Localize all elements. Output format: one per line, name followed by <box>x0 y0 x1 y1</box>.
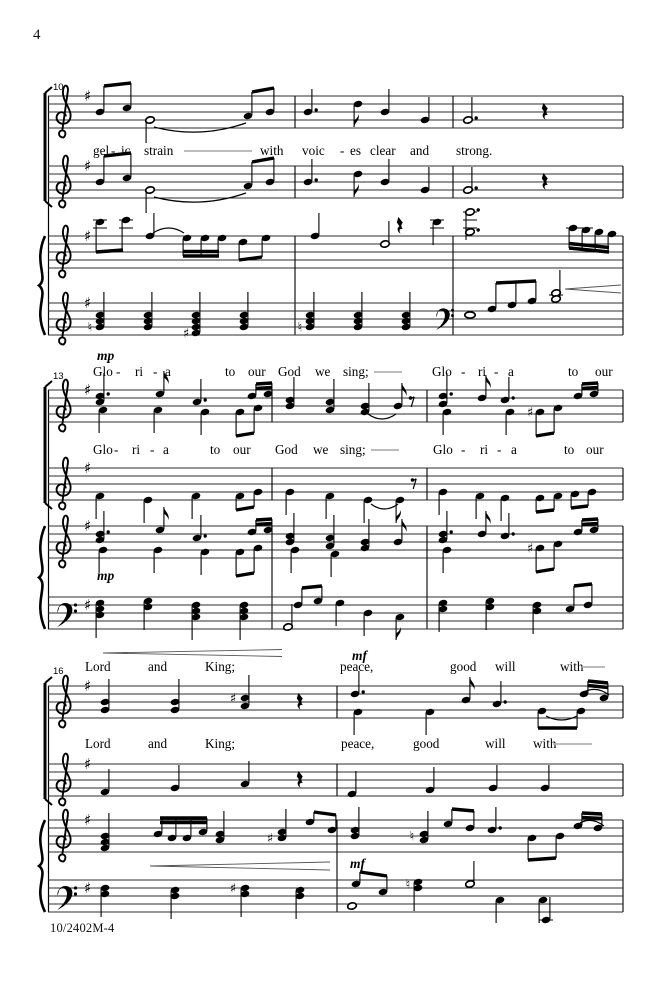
measure-number: 13 <box>53 371 64 382</box>
note-beam <box>236 433 254 436</box>
augmentation-dot <box>204 534 207 537</box>
note-beam <box>582 813 602 814</box>
lyric-syllable: ri <box>135 364 144 379</box>
clef-path <box>57 810 71 862</box>
note-flag <box>164 507 169 520</box>
lyric-syllable: - <box>461 442 466 457</box>
lyric-syllable: to <box>568 364 579 379</box>
lyric-syllable: a <box>511 442 517 457</box>
note-beam <box>314 812 336 815</box>
lyric-syllable: our <box>233 442 251 457</box>
clef-path <box>57 754 71 806</box>
note-flag <box>396 510 401 523</box>
key-signature-sharp: ♯ <box>84 677 92 695</box>
bass-clef-dot <box>451 309 454 312</box>
augmentation-dot <box>499 826 502 829</box>
lyric-syllable: Glo <box>93 442 113 457</box>
flag-path <box>354 184 359 197</box>
key-signature-sharp: ♯ <box>84 811 92 829</box>
note-beam <box>256 383 272 384</box>
accidental: ♮ <box>409 829 415 845</box>
note-beam <box>536 433 554 436</box>
bass-clef-dot <box>74 892 77 895</box>
augmentation-dot <box>475 186 478 189</box>
lyric-syllable: our <box>595 364 613 379</box>
lyric-syllable: es <box>350 143 361 158</box>
key-signature-sharp: ♯ <box>84 755 92 773</box>
lyric-syllable: ri <box>478 364 487 379</box>
lyric-syllable: good <box>450 659 477 674</box>
hairpin-crescendo <box>565 289 621 293</box>
lyric-syllable: gel <box>93 143 110 158</box>
lyric-syllable: God <box>278 364 301 379</box>
lyric-syllable: sing; <box>340 442 366 457</box>
measure-number: 10 <box>53 82 64 93</box>
accidental: ♯ <box>182 326 190 342</box>
clef-path <box>57 516 71 568</box>
dynamic-marking: mf <box>350 856 365 871</box>
lyric-syllable: ri <box>480 442 489 457</box>
note-beam <box>252 88 274 92</box>
accidental: ♮ <box>297 320 303 336</box>
lyric-syllable: a <box>165 364 171 379</box>
note-beam <box>252 158 274 162</box>
choir-bracket <box>44 387 47 503</box>
lyric-syllable: clear <box>370 143 396 158</box>
note-beam <box>256 524 272 525</box>
choir-bracket <box>45 677 52 683</box>
lyric-syllable: God <box>275 442 298 457</box>
catalog-number: 10/2402M-4 <box>50 921 115 935</box>
augmentation-dot <box>512 532 515 535</box>
augmentation-dot <box>450 530 453 533</box>
key-signature-sharp: ♯ <box>84 517 92 535</box>
accidental: ♮ <box>87 320 93 336</box>
augmentation-dot <box>504 700 507 703</box>
hairpin-crescendo <box>565 285 621 289</box>
bass-clef-dot <box>74 886 77 889</box>
augmentation-dot <box>477 208 480 211</box>
accidental: ♯ <box>266 831 274 847</box>
lyric-syllable: Lord <box>85 736 111 751</box>
lyric-syllable: will <box>485 736 506 751</box>
lyric-syllable: ic <box>121 143 131 158</box>
hairpin-crescendo <box>103 653 282 657</box>
accidental: ♯ <box>229 881 237 897</box>
note-beam <box>452 809 474 811</box>
clef-path <box>57 86 71 138</box>
hairpin-crescendo <box>150 866 330 870</box>
slur <box>371 504 398 509</box>
note-beam <box>236 573 254 576</box>
flag-path <box>164 507 169 520</box>
note-flag <box>470 677 475 690</box>
accidental: ♯ <box>229 691 237 707</box>
choir-bracket <box>45 381 52 387</box>
note-beam <box>571 506 588 508</box>
quarter-rest-icon <box>542 103 548 120</box>
augmentation-dot <box>107 530 110 533</box>
piano-brace <box>39 236 45 335</box>
lyric-syllable: with <box>260 143 284 158</box>
augmentation-dot <box>315 108 318 111</box>
lyric-syllable: - <box>116 364 121 379</box>
key-signature-sharp: ♯ <box>84 157 92 175</box>
lyric-syllable: ri <box>132 442 141 457</box>
lyric-syllable: voic <box>302 143 325 158</box>
note-beam <box>588 681 608 683</box>
lyric-syllable: with <box>560 659 584 674</box>
quarter-rest-icon <box>397 217 403 234</box>
lyric-syllable: Glo <box>433 442 453 457</box>
clef-path <box>57 156 71 208</box>
slur <box>368 414 396 419</box>
accidental: ♮ <box>405 877 411 893</box>
lyric-syllable: sing; <box>343 364 369 379</box>
lyric-syllable: our <box>586 442 604 457</box>
treble-clef-icon <box>57 754 71 806</box>
lyric-syllable: - <box>114 442 119 457</box>
hairpin-crescendo <box>150 862 330 866</box>
lyric-syllable: to <box>225 364 236 379</box>
note-beam <box>236 507 254 510</box>
clef-path <box>57 293 71 345</box>
accidental: ♯ <box>526 541 534 557</box>
flag-path <box>486 511 491 524</box>
flag-path <box>354 114 359 127</box>
treble-clef-icon <box>57 516 71 568</box>
choir-bracket <box>44 683 47 799</box>
lyric-syllable: King; <box>205 659 236 674</box>
lyric-syllable: - <box>340 143 345 158</box>
flag-path <box>402 519 407 532</box>
note-beam <box>302 586 322 588</box>
flag-path <box>486 375 491 388</box>
note-head <box>465 312 475 318</box>
note-flag <box>354 184 359 197</box>
lyric-syllable: with <box>533 736 557 751</box>
lyric-syllable: we <box>313 442 329 457</box>
lyric-syllable: strain <box>144 143 174 158</box>
lyric-syllable: and <box>410 143 430 158</box>
lyric-syllable: and <box>148 736 168 751</box>
note-beam <box>104 83 131 86</box>
key-signature-sharp: ♯ <box>84 459 92 477</box>
lyric-syllable: Lord <box>85 659 111 674</box>
note-beam <box>574 584 592 586</box>
augmentation-dot <box>477 228 480 231</box>
note-beam <box>496 281 536 283</box>
clef-path <box>57 458 71 510</box>
lyric-syllable: we <box>315 364 331 379</box>
slur <box>153 228 184 233</box>
note-flag <box>402 383 407 396</box>
piano-brace <box>39 526 45 629</box>
note-beam <box>582 388 598 389</box>
clef-path <box>57 226 71 278</box>
note-beam <box>536 510 554 512</box>
note-beam <box>582 383 598 384</box>
lyric-syllable: to <box>564 442 575 457</box>
quarter-rest-icon <box>542 173 548 190</box>
lyric-syllable: strong. <box>456 143 493 158</box>
augmentation-dot <box>107 392 110 395</box>
note-flag <box>402 519 407 532</box>
note-flag <box>354 114 359 127</box>
note-beam <box>360 872 387 876</box>
lyric-syllable: - <box>461 364 466 379</box>
lyric-syllable: good <box>413 736 440 751</box>
note-beam <box>582 818 602 819</box>
page-number: 4 <box>33 27 41 43</box>
lyric-syllable: - <box>497 442 502 457</box>
clef-path <box>57 603 72 627</box>
lyric-syllable: Glo <box>432 364 452 379</box>
clef-path <box>57 676 71 728</box>
treble-clef-icon <box>57 226 71 278</box>
lyric-syllable: peace, <box>341 736 375 751</box>
lyric-syllable: - <box>494 364 499 379</box>
key-signature-sharp: ♯ <box>84 879 92 897</box>
key-signature-sharp: ♯ <box>84 294 92 312</box>
note-beam <box>256 388 272 389</box>
lyric-syllable: a <box>163 442 169 457</box>
lyric-syllable: - <box>111 143 116 158</box>
measure-number: 16 <box>53 666 64 677</box>
dynamic-marking: mp <box>97 348 115 363</box>
note-beam <box>528 858 556 860</box>
treble-clef-icon <box>57 458 71 510</box>
augmentation-dot <box>204 398 207 401</box>
lyric-syllable: to <box>210 442 221 457</box>
key-signature-sharp: ♯ <box>84 596 92 614</box>
note-beam <box>536 569 554 572</box>
dynamic-marking: mf <box>352 648 367 663</box>
choir-bracket <box>44 93 47 201</box>
bass-clef-icon <box>57 886 77 910</box>
quarter-rest-icon <box>297 693 303 710</box>
lyric-syllable: our <box>248 364 266 379</box>
treble-clef-icon <box>57 380 71 432</box>
lyric-syllable: - <box>150 442 155 457</box>
key-signature-sharp: ♯ <box>84 87 92 105</box>
flag-path <box>402 383 407 396</box>
choir-bracket <box>45 87 52 93</box>
piano-brace <box>39 820 45 912</box>
lyric-syllable: and <box>148 659 168 674</box>
note-flag <box>486 511 491 524</box>
lyric-syllable: - <box>153 364 158 379</box>
clef-path <box>57 380 71 432</box>
bass-clef-dot <box>451 314 454 317</box>
treble-clef-icon <box>57 156 71 208</box>
note-beam <box>96 250 123 252</box>
key-signature-sharp: ♯ <box>84 227 92 245</box>
clef-path <box>57 886 72 910</box>
augmentation-dot <box>512 396 515 399</box>
lyric-syllable: a <box>508 364 514 379</box>
treble-clef-icon <box>57 86 71 138</box>
augmentation-dot <box>362 690 365 693</box>
flag-path <box>470 677 475 690</box>
bass-clef-dot <box>74 603 77 606</box>
augmentation-dot <box>475 116 478 119</box>
note-beam <box>256 519 272 520</box>
hairpin-crescendo <box>103 650 282 654</box>
key-signature-sharp: ♯ <box>84 381 92 399</box>
note-beam <box>588 686 608 688</box>
bass-clef-dot <box>74 609 77 612</box>
accidental: ♯ <box>526 405 534 421</box>
bass-clef-icon <box>57 603 77 627</box>
augmentation-dot <box>315 178 318 181</box>
treble-clef-icon <box>57 810 71 862</box>
dynamic-marking: mp <box>97 568 115 583</box>
lyric-syllable: Glo <box>93 364 113 379</box>
augmentation-dot <box>450 392 453 395</box>
flag-path <box>396 510 401 523</box>
lyric-syllable: peace, <box>340 659 374 674</box>
note-beam <box>582 519 598 520</box>
note-flag <box>486 375 491 388</box>
quarter-rest-icon <box>297 771 303 788</box>
lyric-syllable: King; <box>205 736 236 751</box>
note-beam <box>582 524 598 525</box>
lyric-syllable: will <box>495 659 516 674</box>
treble-clef-icon <box>57 293 71 345</box>
treble-clef-icon <box>57 676 71 728</box>
note-head <box>347 902 357 910</box>
